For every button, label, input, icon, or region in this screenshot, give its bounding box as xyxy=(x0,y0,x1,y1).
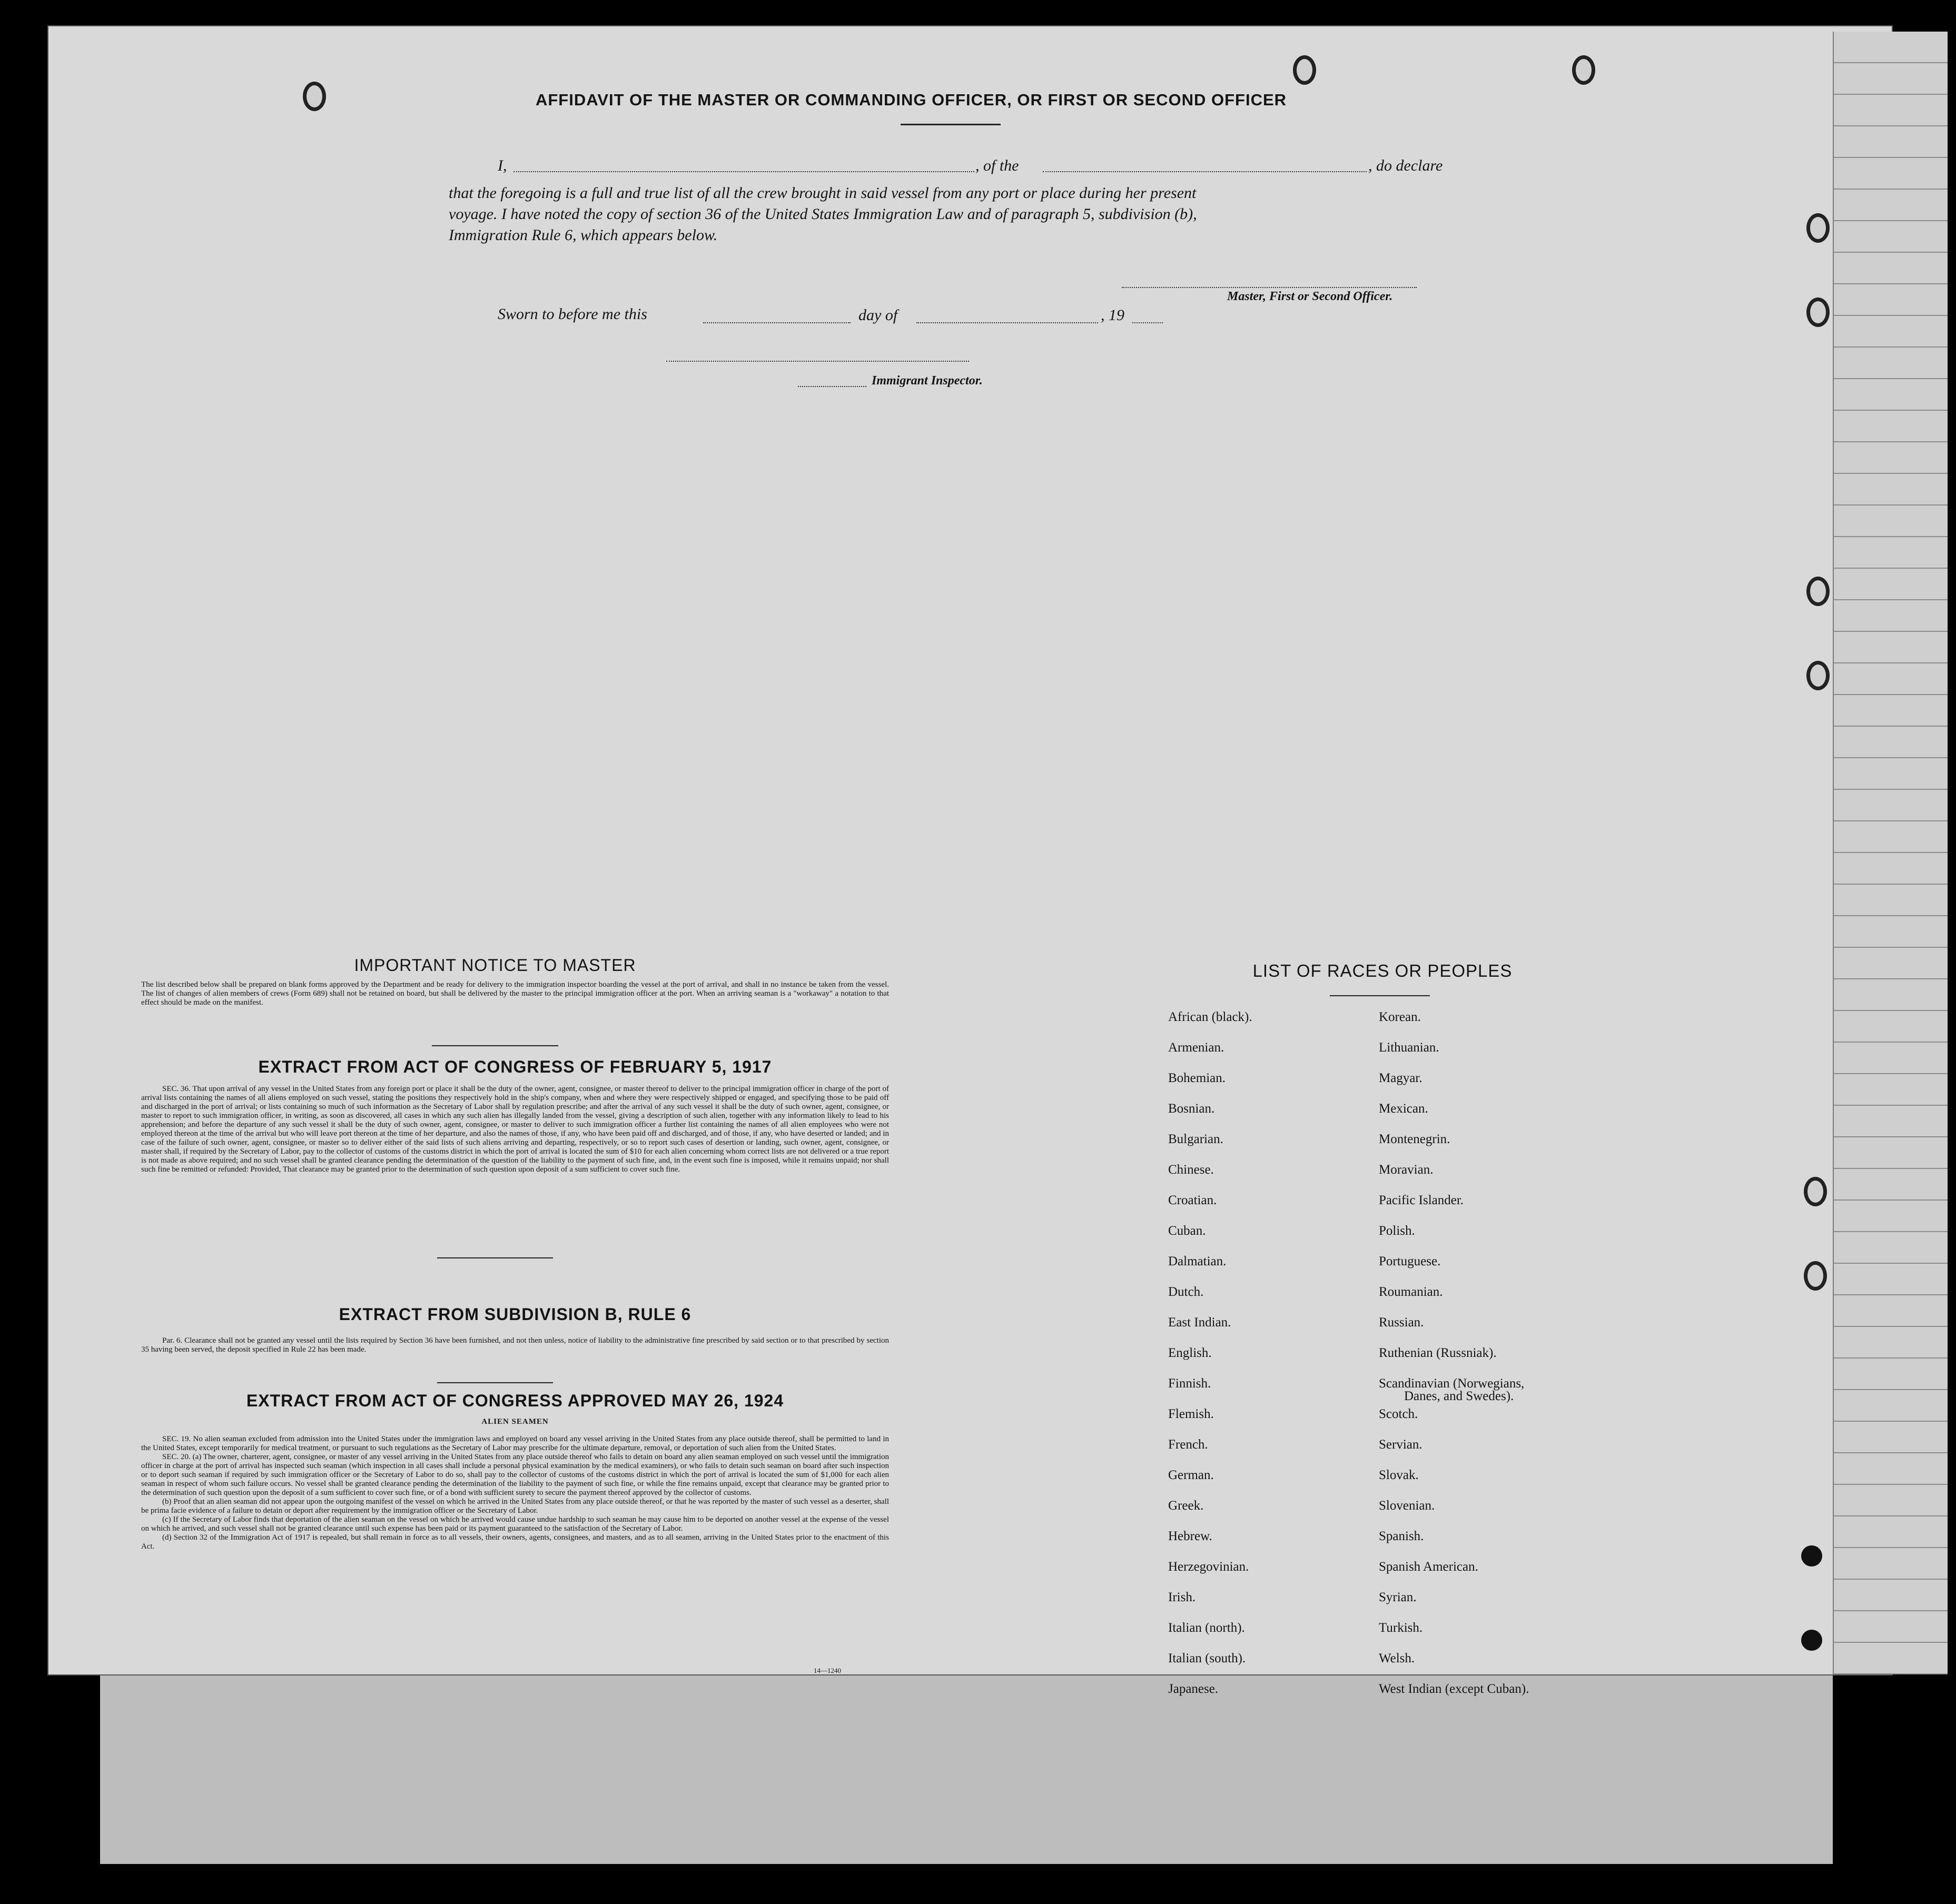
race-item: Servian. xyxy=(1379,1437,1422,1452)
race-item: Flemish. xyxy=(1168,1407,1214,1421)
notice-text: The list described below shall be prepared on blank forms approved by the Department and be ready for delivery to the immigration inspector boarding the vessel at the port of arrival, and shall in no instance be taken from the vessel. The list of changes of alien members of crews (Form 689) shall not be retained on board, but shall be delivered by the master to the principal immigration officer at the port. When an arriving seaman is a "workaway" a notation to that effect should be made on the manifest. xyxy=(141,980,889,1007)
punch-hole xyxy=(1806,661,1830,690)
race-item: Bohemian. xyxy=(1168,1071,1226,1085)
rule6-body xyxy=(141,1336,889,1354)
rule6-text: Par. 6. Clearance shall not be granted any vessel until the lists required by Section 36 have been furnished, and not then unless, notice of liability to the administrative fine prescribed by said section or to that prescribed by section 35 having been served, the deposit specified in Rule 22 has been made. xyxy=(141,1336,889,1354)
sec-20c-text: (c) If the Secretary of Labor finds that deportation of the alien seaman on the vessel on which he arrived would cause undue hardship to such seaman he may cause him to be deported on another vessel at the expense of the vessel on which he arrived, and such vessel shall not be granted clearance until such expense has been paid or its payment guaranteed to the satisfaction of the Secretary of Labor. xyxy=(141,1515,889,1533)
race-item: Dutch. xyxy=(1168,1285,1204,1299)
race-item: English. xyxy=(1168,1346,1212,1360)
race-item: Finnish. xyxy=(1168,1376,1211,1391)
race-item: Spanish American. xyxy=(1379,1560,1478,1574)
race-item: Magyar. xyxy=(1379,1071,1422,1085)
section-rule xyxy=(432,1045,558,1046)
affidavit-line-4: Immigration Rule 6, which appears below. xyxy=(449,226,718,244)
rule6-title: EXTRACT FROM SUBDIVISION B, RULE 6 xyxy=(339,1305,691,1324)
name-line xyxy=(513,171,974,172)
sworn-day-line xyxy=(703,322,851,323)
sworn-day-of: day of xyxy=(858,306,898,324)
race-item: Scotch. xyxy=(1379,1407,1418,1421)
race-item: Chinese. xyxy=(1168,1163,1214,1177)
race-item: Croatian. xyxy=(1168,1193,1217,1207)
affidavit-line-3: voyage. I have noted the copy of section 36 of the United States Immigration Law and of paragraph 5, subdivision (b), xyxy=(449,205,1197,223)
race-item: Bulgarian. xyxy=(1168,1132,1223,1146)
race-item: Japanese. xyxy=(1168,1682,1219,1696)
extract-1917-title: EXTRACT FROM ACT OF CONGRESS OF FEBRUARY 5, 1917 xyxy=(258,1057,772,1076)
race-item-continuation: Danes, and Swedes). xyxy=(1404,1389,1514,1403)
race-item: African (black). xyxy=(1168,1010,1252,1024)
punch-hole xyxy=(1806,298,1830,327)
vessel-line xyxy=(1043,171,1367,172)
master-label: Master, First or Second Officer. xyxy=(1227,290,1393,303)
race-item: Russian. xyxy=(1379,1315,1424,1330)
punch-hole xyxy=(1806,213,1830,243)
form-number: 14—1240 xyxy=(814,1667,841,1674)
race-item: Cuban. xyxy=(1168,1224,1206,1238)
race-item: Slovak. xyxy=(1379,1468,1419,1482)
extract-1917-body xyxy=(141,1085,889,1174)
race-item: Lithuanian. xyxy=(1379,1040,1439,1055)
affidavit-do-declare: , do declare xyxy=(1368,157,1443,174)
race-item: Armenian. xyxy=(1168,1040,1224,1055)
section-rule xyxy=(437,1257,553,1258)
race-item: German. xyxy=(1168,1468,1214,1482)
filled-hole xyxy=(1801,1545,1822,1566)
race-item: Italian (south). xyxy=(1168,1651,1246,1665)
section-rule xyxy=(437,1382,553,1383)
punch-hole xyxy=(1572,55,1595,85)
extract-1924-title: EXTRACT FROM ACT OF CONGRESS APPROVED MAY 26, 1924 xyxy=(246,1391,784,1410)
notice-body xyxy=(141,980,889,1007)
race-item: Greek. xyxy=(1168,1499,1204,1513)
extract-1917-text: SEC. 36. That upon arrival of any vessel in the United States from any foreign port or place it shall be the duty of the owner, agent, consignee, or master thereof to deliver to the principal immigration officer in charge of the port of arrival lists containing the names of all aliens employed on such vessel, stating the positions they respectively hold in the ship's company, when and where they were respectively shipped or engaged, and specifying those to be paid off and discharged in the port of arrival; or lists containing so much of such information as the Secretary of Labor shall by regulation prescribe; and after the arrival of any such vessel it shall be the duty of such owner, agent, consignee, or master to report to such immigration officer, in writing, as soon as discovered, all cases in which any such alien has illegally landed from the vessel, giving a description of such alien, together with any information likely to lead to his apprehension; and before the departure of any such vessel it shall be the duty of such owner, agent, consignee, or master to deliver to such immigration officer a further list containing the names of all alien employees who were not employed thereon at the time of the arrival but who will leave port thereon at the time of her departure, and also the names of those, if any, who have been paid off and discharged, and of those, if any, who have deserted or landed; and in case of the failure of such owner, agent, consignee, or master so to deliver either of the said lists of such aliens arriving and departing, respectively, or so to report such cases of desertion or landing, such owner, agent, consignee, or master shall, if required by the Secretary of Labor, pay to the collector of customs of the customs district in which the port of arrival is located the sum of $10 for each alien concerning whom correct lists are not delivered or a true report is not made as above required; and no such vessel shall be granted clearance pending the determination of the question of the liability to the payment of such fine, and, in the event such fine is imposed, while it remains unpaid; nor shall such fine be remitted or refunded: Provided, That clearance may be granted prior to the determination of such question upon deposit of a sum sufficient to cover such fine. xyxy=(141,1085,889,1174)
race-item: Roumanian. xyxy=(1379,1285,1443,1299)
races-rule xyxy=(1330,995,1430,996)
ledger-edge xyxy=(1833,32,1948,1674)
race-item: Welsh. xyxy=(1379,1651,1415,1665)
race-item: West Indian (except Cuban). xyxy=(1379,1682,1529,1696)
sworn-month-line xyxy=(916,322,1098,323)
race-item: Montenegrin. xyxy=(1379,1132,1450,1146)
master-signature-line xyxy=(1122,287,1417,288)
extract-1924-body xyxy=(141,1435,889,1551)
race-item: Hebrew. xyxy=(1168,1529,1212,1543)
notice-title: IMPORTANT NOTICE TO MASTER xyxy=(354,956,636,975)
inspector-lead-line xyxy=(798,386,866,387)
race-item: Irish. xyxy=(1168,1590,1196,1604)
affidavit-title: AFFIDAVIT OF THE MASTER OR COMMANDING OFFICER, OR FIRST OR SECOND OFFICER xyxy=(535,91,1287,109)
affidavit-of-the: , of the xyxy=(975,157,1019,174)
punch-hole xyxy=(1806,577,1830,606)
race-item: Korean. xyxy=(1379,1010,1421,1024)
race-item: Dalmatian. xyxy=(1168,1254,1227,1268)
sworn-year-line xyxy=(1132,322,1163,323)
race-item: Portuguese. xyxy=(1379,1254,1441,1268)
punch-hole xyxy=(1804,1261,1827,1291)
title-rule xyxy=(901,124,1001,125)
underlying-sheet xyxy=(100,1674,1833,1864)
race-item: Polish. xyxy=(1379,1224,1415,1238)
inspector-label: Immigrant Inspector. xyxy=(872,374,983,388)
race-item: Syrian. xyxy=(1379,1590,1417,1604)
sec-20a-text: SEC. 20. (a) The owner, charterer, agent, consignee, or master of any vessel arriving in the United States from any place outside thereof who fails to detain on board any alien seaman employed on such vessel until the immigration officer in charge at the port of arrival has inspected such seaman (which inspection in all cases shall include a personal physical examination by the medical examiners), or who fails to detain such seaman on board after such inspection or to deport such seaman if required by such immigration officer or the Secretary of Labor to do so, shall pay to the collector of customs of the customs district in which the port of arrival is located the sum of $1,000 for each alien seaman in respect of whom such failure occurs. No vessel shall be granted clearance pending the determination of the liability to the payment of such fine, or while the fine remains unpaid, except that clearance may be granted prior to the determination of such question upon the deposit of a sum sufficient to cover such fine, or of a bond with sufficient surety to secure the payment thereof approved by the collector of customs. xyxy=(141,1453,889,1497)
document-page xyxy=(48,26,1892,1674)
race-item: Turkish. xyxy=(1379,1621,1423,1635)
race-item: Italian (north). xyxy=(1168,1621,1245,1635)
race-item: Slovenian. xyxy=(1379,1499,1435,1513)
punch-hole xyxy=(1293,55,1316,85)
races-title: LIST OF RACES OR PEOPLES xyxy=(1252,961,1513,980)
sworn-year: , 19 xyxy=(1101,306,1124,324)
sec-19-text: SEC. 19. No alien seaman excluded from admission into the United States under the immigration laws and employed on board any vessel arriving in the United States from any place outside thereof, shall be permitted to land in the United States, except temporarily for medical treatment, or pursuant to such regulations as the Secretary of Labor may prescribe for the ultimate departure, removal, or deportation of such alien from the United States. xyxy=(141,1435,889,1452)
race-item: East Indian. xyxy=(1168,1315,1231,1330)
punch-hole xyxy=(1804,1177,1827,1206)
filled-hole xyxy=(1801,1630,1822,1651)
alien-seamen-subtitle: ALIEN SEAMEN xyxy=(481,1417,549,1426)
race-item: Ruthenian (Russniak). xyxy=(1379,1346,1497,1360)
sec-20d-text: (d) Section 32 of the Immigration Act of 1917 is repealed, but shall remain in force as to all vessels, their owners, agents, consignees, and masters, and as to all seamen, arriving in the United States prior to the enactment of this Act. xyxy=(141,1533,889,1551)
race-item: Pacific Islander. xyxy=(1379,1193,1464,1207)
race-item: Bosnian. xyxy=(1168,1102,1215,1116)
punch-hole xyxy=(303,82,326,111)
race-item: Mexican. xyxy=(1379,1102,1428,1116)
race-item: Herzegovinian. xyxy=(1168,1560,1249,1574)
affidavit-line-2: that the foregoing is a full and true list of all the crew brought in said vessel from any port or place during her present xyxy=(449,184,1197,202)
race-item: French. xyxy=(1168,1437,1208,1452)
race-item: Spanish. xyxy=(1379,1529,1424,1543)
sworn-prefix: Sworn to before me this xyxy=(498,305,647,323)
race-item: Scandinavian (Norwegians, xyxy=(1379,1376,1525,1391)
race-item: Moravian. xyxy=(1379,1163,1434,1177)
affidavit-i: I, xyxy=(498,157,507,174)
inspector-signature-line xyxy=(666,361,969,362)
sec-20b-text: (b) Proof that an alien seaman did not appear upon the outgoing manifest of the vessel on which he arrived in the United States from any place outside thereof, or that he was reported by the master of such vessel as a deserter, shall be prima facie evidence of a failure to detain or deport after requirement by the immigration officer or the Secretary of Labor. xyxy=(141,1498,889,1515)
